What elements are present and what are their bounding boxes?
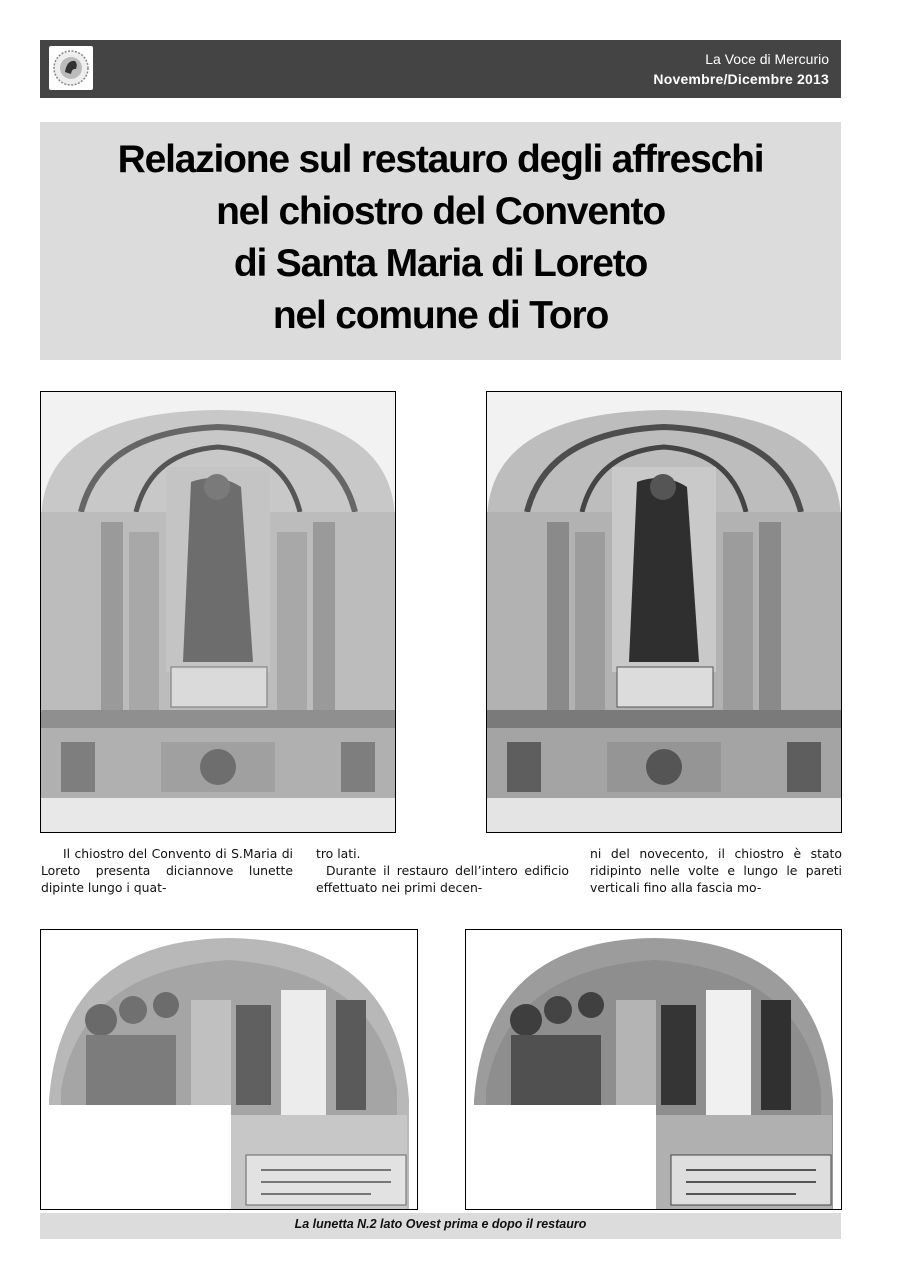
publication-name: La Voce di Mercurio [705, 51, 829, 67]
article-col2-line: tro lati. [316, 846, 361, 861]
photo-lunette-2-after [465, 929, 842, 1210]
photo-lunette-saint-before [40, 391, 396, 833]
article-column-3 [590, 845, 842, 896]
photo-caption: La lunetta N.2 lato Ovest prima e dopo il restauro [40, 1213, 841, 1239]
photo-lunette-2-before [40, 929, 418, 1210]
masthead [653, 49, 829, 89]
article-col3-text: ni del novecento, il chiostro è stato ridipinto nelle volte e lungo le pareti verticali fino alla fascia mo- [590, 846, 842, 895]
header-bar [40, 40, 841, 98]
article-column-2 [316, 845, 569, 896]
article-col2-text: Durante il restauro dell’intero edificio effettuato nei primi decen- [316, 863, 569, 895]
photo-lunette-saint-after [486, 391, 842, 833]
article-title [40, 122, 841, 342]
title-line-3: di Santa Maria di Loreto [233, 242, 648, 285]
article-col1-text: Il chiostro del Convento di S.Maria di Loreto presenta diciannove lunette dipinte lungo i quat- [41, 846, 293, 895]
title-line-4: nel comune di Toro [272, 294, 609, 337]
title-box [40, 122, 841, 360]
issue-date: Novembre/Dicembre 2013 [653, 71, 829, 87]
circular-emblem-icon [49, 46, 93, 90]
article-column-1 [41, 845, 293, 896]
title-line-1: Relazione sul restauro degli affreschi [117, 138, 764, 181]
title-line-2: nel chiostro del Convento [216, 190, 665, 233]
